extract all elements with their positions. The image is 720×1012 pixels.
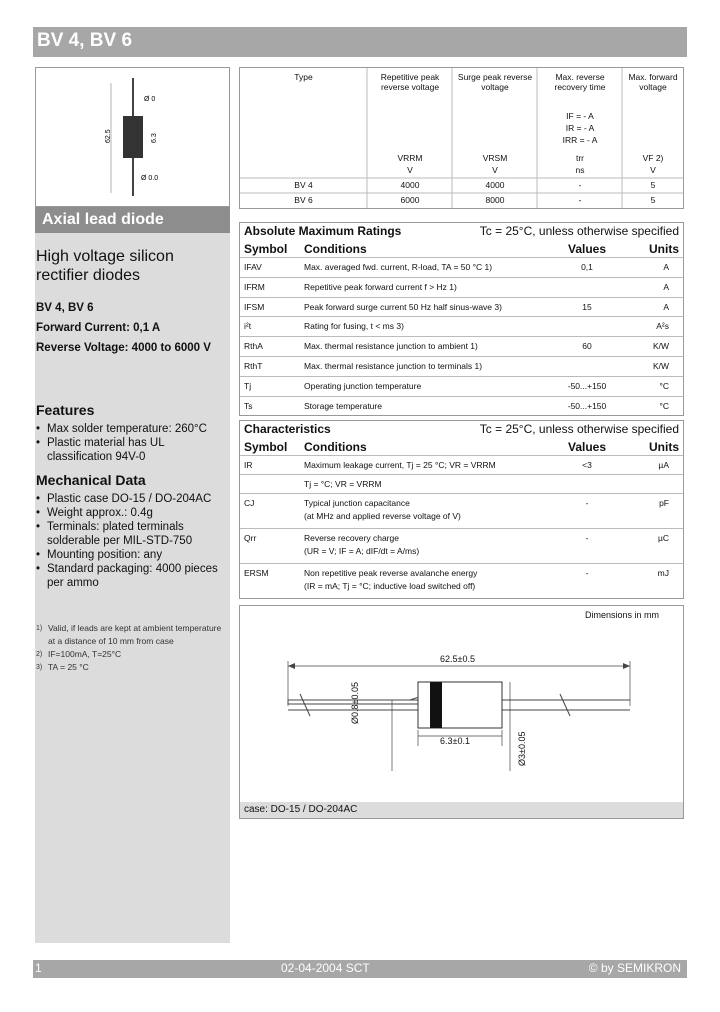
axial-lead-label: Axial lead diode (35, 207, 230, 233)
list-item: • Weight approx.: 0.4g (36, 506, 231, 520)
amr-header-row: Symbol Conditions Values Units (244, 242, 679, 256)
part-name: BV 4, BV 6 (36, 302, 94, 314)
page-number: 1 (35, 961, 42, 975)
unit-vrrm: VRRM V (397, 153, 423, 175)
amr-title-row: Absolute Maximum Ratings Tc = 25°C, unless otherwise specified (244, 224, 679, 238)
table-row: IFRM Repetitive peak forward current f > Hz 1) A (240, 277, 683, 297)
table-row: i²t Rating for fusing, t < ms 3) A²s (240, 316, 683, 336)
product-heading: High voltage silicon rectifier diodes (36, 248, 174, 284)
list-item: • Terminals: plated terminals solderable per MIL-STD-750 (36, 520, 231, 548)
characteristics-table (239, 420, 684, 599)
len-label: 62.5 (105, 129, 112, 143)
page-title: BV 4, BV 6 (37, 30, 133, 51)
list-item: • Plastic case DO-15 / DO-204AC (36, 492, 231, 506)
chr-header-row: Symbol Conditions Values Units (244, 440, 679, 454)
table-row: Tj = °C; VR = VRRM (240, 474, 683, 493)
unit-vf: VF 2) V (642, 153, 664, 175)
dim-body-diameter: Ø3±0.05 (517, 731, 527, 766)
col-surge: Surge peak reverse voltage (457, 72, 533, 92)
list-item: • Mounting position: any (36, 548, 231, 562)
unit-trr: trr ns (575, 153, 585, 175)
mech-title: Mechanical Data (36, 472, 146, 488)
footer-date: 02-04-2004 SCT (281, 961, 370, 975)
table-row: RthA Max. thermal resistance junction to ambient 1) 60 K/W (240, 336, 683, 356)
list-item: • Standard packaging: 4000 pieces per ammo (36, 562, 231, 590)
footnote: 3) TA = 25 °C (36, 662, 89, 672)
table-row: Tj Operating junction temperature -50...+150 °C (240, 376, 683, 396)
type-table: Type Repetitive peak reverse voltage Surge peak reverse voltage Max. reverse recovery time Max. forward voltage IF = - A IR = - A IRR = - A VRRM V VRSM V trr ns VF 2) V BV 4 4000 4000 - 5 BV 6 6000 8000 - 5 (239, 67, 684, 209)
list-item: • Max solder temperature: 260°C (36, 422, 231, 436)
table-row: Ts Storage temperature -50...+150 °C (240, 396, 683, 416)
col-fwd: Max. forward voltage (628, 72, 678, 92)
dim-body: 6.3±0.1 (440, 736, 470, 746)
footnote: 1) Valid, if leads are kept at ambient temperature at a distance of 10 mm from case (36, 623, 222, 646)
diode-outline-drawing (36, 68, 229, 206)
svg-text:Ø 0: Ø 0 (144, 96, 156, 103)
abs-max-ratings-table (239, 222, 684, 416)
col-rec: Max. reverse recovery time (554, 72, 606, 92)
title-bar (33, 27, 687, 57)
table-row: IFAV Max. averaged fwd. current, R-load, TA = 50 °C 1) 0,1 A (240, 257, 683, 277)
reverse-voltage: Reverse Voltage: 4000 to 6000 V (36, 342, 211, 354)
table-row: Qrr Reverse recovery charge (UR = V; IF = A; dIF/dt = A/ms) - µC (240, 528, 683, 563)
diode-dimension-drawing (240, 606, 683, 801)
features-list (36, 422, 231, 464)
footnotes (36, 622, 228, 674)
rec-conditions: IF = - A IR = - A IRR = - A (562, 111, 598, 145)
list-item: • Plastic material has UL classification 94V-0 (36, 436, 231, 464)
svg-text:6.3: 6.3 (151, 133, 158, 143)
footnote: 2) IF=100mA, T=25°C (36, 649, 122, 659)
features-title: Features (36, 402, 95, 418)
diode-image (35, 67, 230, 207)
forward-current: Forward Current: 0,1 A (36, 322, 161, 334)
svg-text:Ø 0.0: Ø 0.0 (141, 175, 159, 182)
col-type: Type (294, 72, 313, 82)
dims-title: Dimensions in mm (584, 610, 659, 620)
table-row: ERSM Non repetitive peak reverse avalanche energy (IR = mA; Tj = °C; inductive load switched off) - mJ (240, 563, 683, 598)
table-row: CJ Typical junction capacitance (at MHz and applied reverse voltage of V) - pF (240, 493, 683, 528)
table-row: RthT Max. thermal resistance junction to terminals 1) K/W (240, 356, 683, 376)
col-rep: Repetitive peak reverse voltage (380, 72, 440, 92)
mech-list (36, 492, 231, 590)
footer-copyright: © by SEMIKRON (588, 961, 681, 975)
footer-bar (33, 960, 687, 978)
table-row: IR Maximum leakage current, Tj = 25 °C; VR = VRRM <3 µA (240, 455, 683, 474)
dim-overall: 62.5±0.5 (440, 654, 475, 664)
dimensions-drawing (239, 605, 684, 819)
dim-lead-diameter: Ø0.8±0.05 (350, 682, 360, 724)
case-label: case: DO-15 / DO-204AC (240, 802, 683, 818)
chr-title-row: Characteristics Tc = 25°C, unless otherwise specified (244, 422, 679, 436)
table-row: IFSM Peak forward surge current 50 Hz half sinus-wave 3) 15 A (240, 297, 683, 317)
unit-vrsm: VRSM V (482, 153, 508, 175)
